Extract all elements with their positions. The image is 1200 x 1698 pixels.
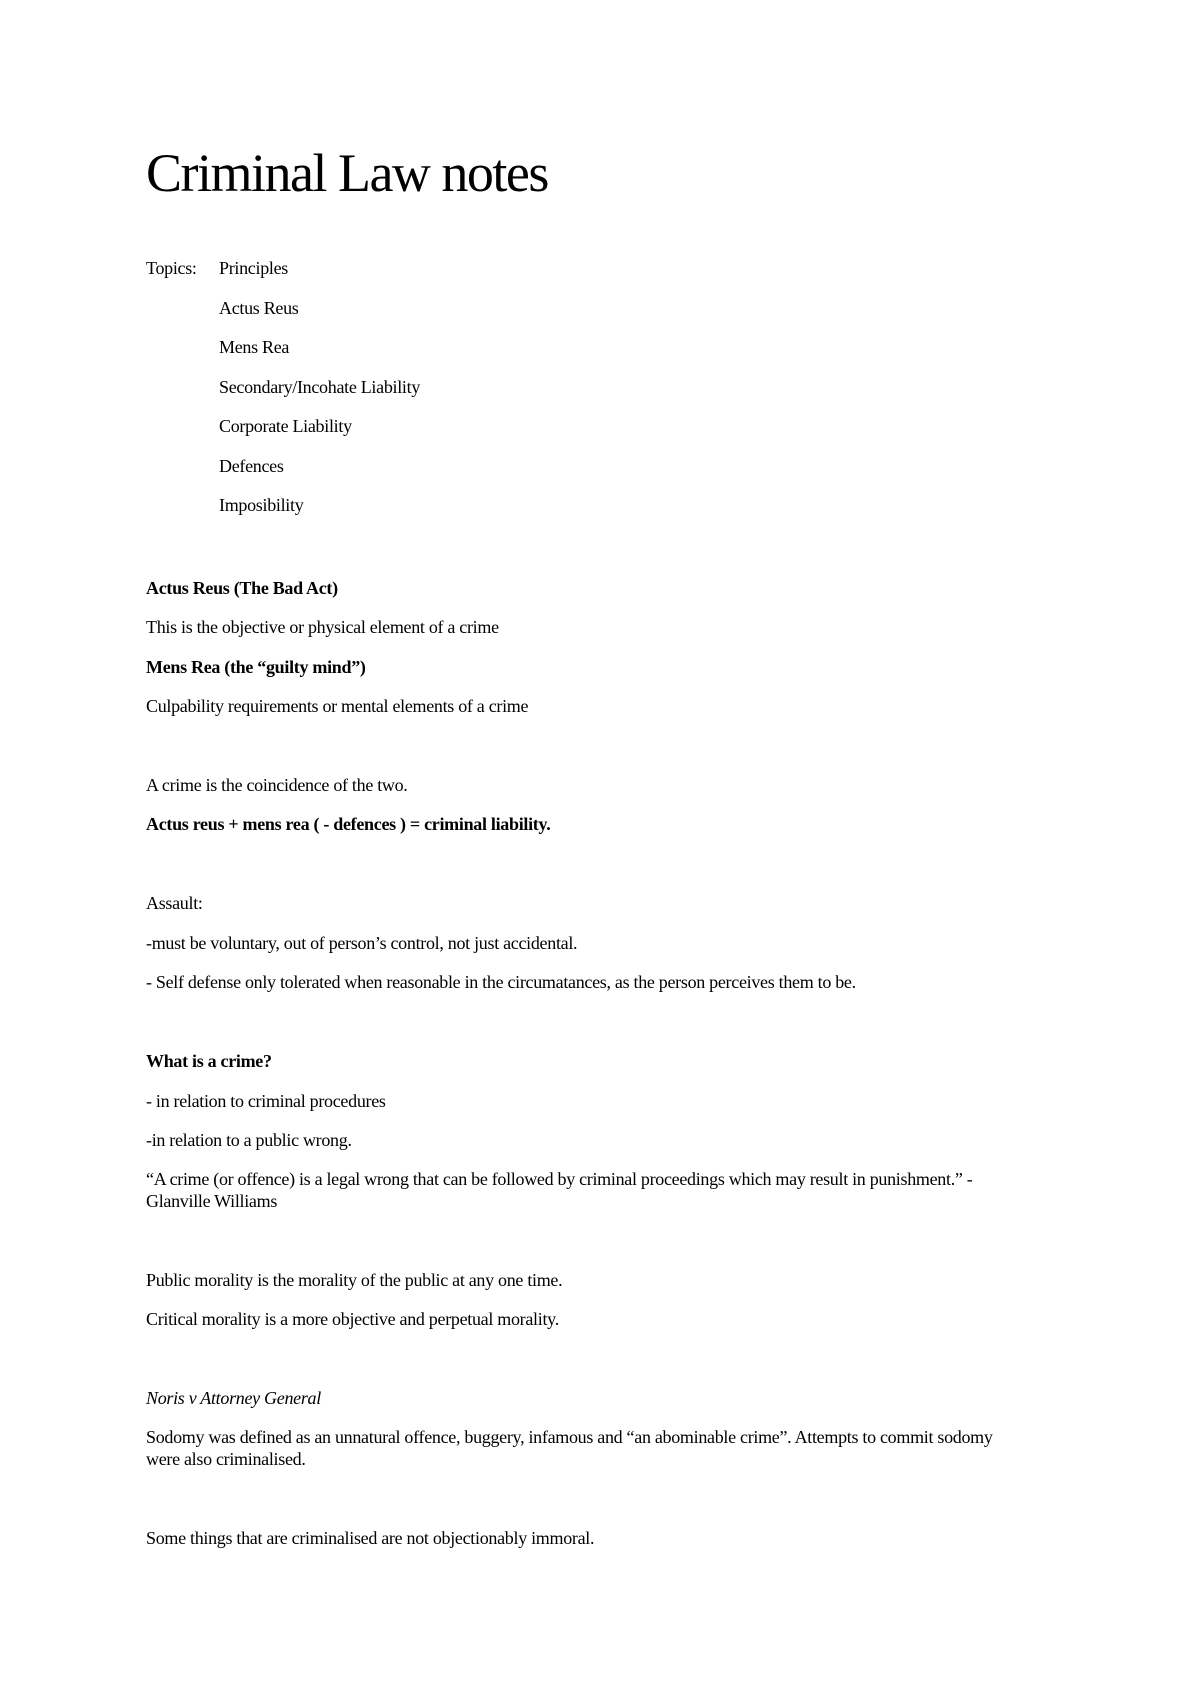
- crime-point-procedures: - in relation to criminal procedures: [146, 1091, 386, 1111]
- topic-item-imposibility: Imposibility: [219, 495, 304, 515]
- coincidence-text: A crime is the coincidence of the two.: [146, 775, 408, 795]
- williams-quote: “A crime (or offence) is a legal wrong that can be followed by criminal proceedings which may result in punishment.” - Glanville Williams: [146, 1169, 973, 1211]
- topics-label: Topics:: [146, 258, 197, 278]
- mens-rea-text: Culpability requirements or mental elements of a crime: [146, 696, 529, 716]
- liability-formula: Actus reus + mens rea ( - defences ) = criminal liability.: [146, 814, 551, 834]
- assault-point-self-defense: - Self defense only tolerated when reasonable in the circumatances, as the person perceives them to be.: [146, 972, 856, 992]
- public-morality-text: Public morality is the morality of the public at any one time.: [146, 1270, 563, 1290]
- case-name: Noris v Attorney General: [146, 1388, 321, 1408]
- crime-point-public-wrong: -in relation to a public wrong.: [146, 1130, 352, 1150]
- assault-point-voluntary: -must be voluntary, out of person’s control, not just accidental.: [146, 933, 578, 953]
- mens-rea-heading: Mens Rea (the “guilty mind”): [146, 657, 366, 677]
- topic-item-secondary-liability: Secondary/Incohate Liability: [219, 377, 421, 397]
- page-title: Criminal Law notes: [146, 143, 548, 203]
- case-description: Sodomy was defined as an unnatural offence, buggery, infamous and “an abominable crime”. Attempts to commit sodomy were also criminalised.: [146, 1427, 993, 1469]
- topic-item-principles: Principles: [219, 258, 288, 278]
- what-is-crime-heading: What is a crime?: [146, 1051, 272, 1071]
- actus-reus-text: This is the objective or physical element of a crime: [146, 617, 499, 637]
- assault-label: Assault:: [146, 893, 203, 913]
- topic-item-corporate-liability: Corporate Liability: [219, 416, 352, 436]
- topic-item-mens-rea: Mens Rea: [219, 337, 290, 357]
- actus-reus-heading: Actus Reus (The Bad Act): [146, 578, 338, 598]
- closing-text: Some things that are criminalised are not objectionably immoral.: [146, 1528, 595, 1548]
- topic-item-actus-reus: Actus Reus: [219, 298, 299, 318]
- topic-item-defences: Defences: [219, 456, 284, 476]
- critical-morality-text: Critical morality is a more objective and perpetual morality.: [146, 1309, 559, 1329]
